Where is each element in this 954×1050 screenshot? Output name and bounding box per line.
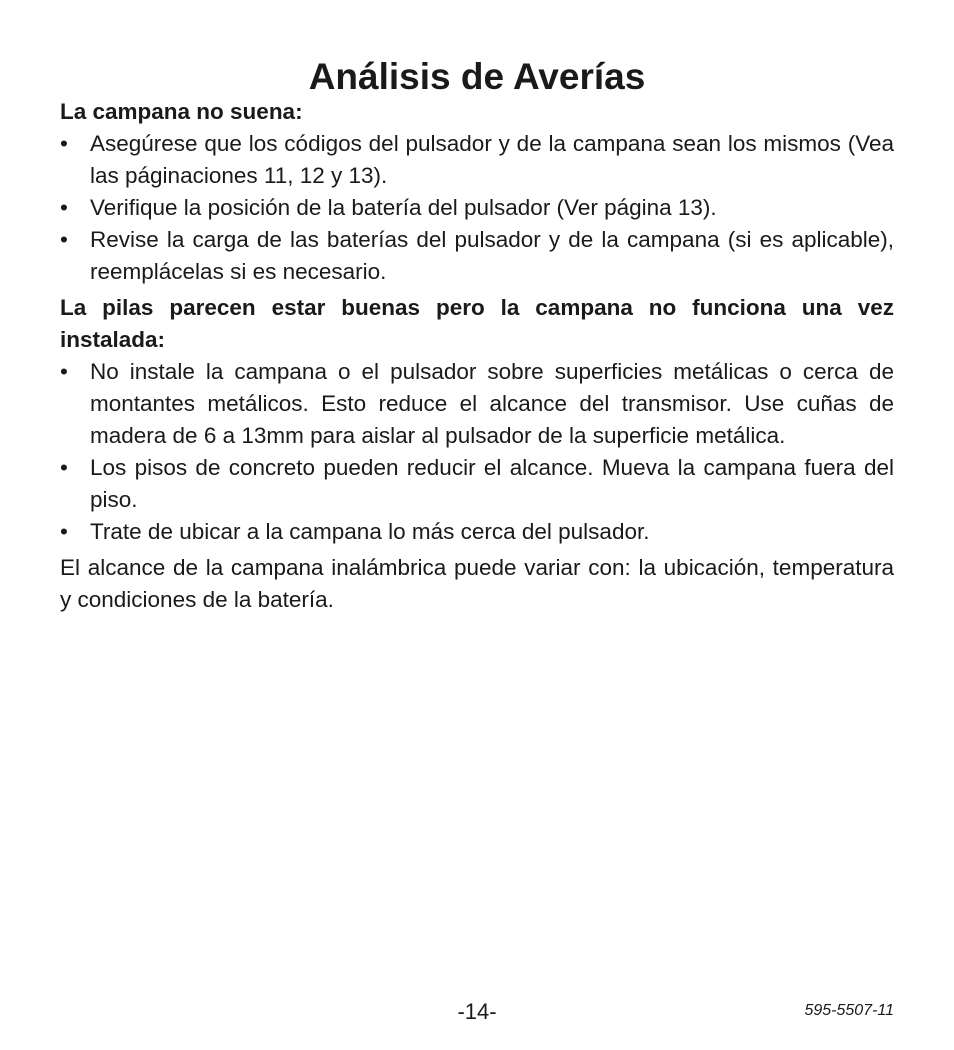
content-body: [60, 96, 894, 616]
list-item: [60, 516, 894, 548]
section-heading-no-ring: La campana no suena:: [60, 99, 303, 124]
list-item: [60, 224, 894, 288]
list-item: [60, 192, 894, 224]
closing-paragraph: El alcance de la campana inalámbrica puede variar con: la ubicación, temperatura y condiciones de la batería.: [60, 555, 894, 612]
bullet-icon: •: [60, 519, 68, 544]
list-item-text: Revise la carga de las baterías del pulsador y de la campana (si es aplicable), reemplácelas si es necesario.: [90, 227, 894, 284]
bullet-icon: •: [60, 195, 68, 220]
list-item: [60, 356, 894, 452]
list-item: [60, 128, 894, 192]
page-title: Análisis de Averías: [308, 56, 646, 97]
list-item-text: Trate de ubicar a la campana lo más cerca del pulsador.: [90, 519, 650, 544]
bullet-icon: •: [60, 131, 68, 156]
list-item-text: Los pisos de concreto pueden reducir el alcance. Mueva la campana fuera del piso.: [90, 455, 894, 512]
bullet-list-no-ring: [60, 128, 894, 288]
bullet-icon: •: [60, 359, 68, 384]
page-number: -14-: [457, 999, 497, 1024]
list-item-text: No instale la campana o el pulsador sobre superficies metálicas o cerca de montantes metálicos. Esto reduce el alcance del transmisor. Use cuñas de madera de 6 a 13mm para aislar al pulsador de la superficie metálica.: [90, 359, 894, 448]
section-heading-batteries-ok: La pilas parecen estar buenas pero la campana no funciona una vez instalada:: [60, 295, 894, 352]
bullet-icon: •: [60, 455, 68, 480]
bullet-list-batteries-ok: [60, 356, 894, 548]
list-item: [60, 452, 894, 516]
bullet-icon: •: [60, 227, 68, 252]
list-item-text: Asegúrese que los códigos del pulsador y de la campana sean los mismos (Vea las páginaciones 11, 12 y 13).: [90, 131, 894, 188]
document-code: 595-5507-11: [804, 1002, 894, 1019]
list-item-text: Verifique la posición de la batería del pulsador (Ver página 13).: [90, 195, 717, 220]
